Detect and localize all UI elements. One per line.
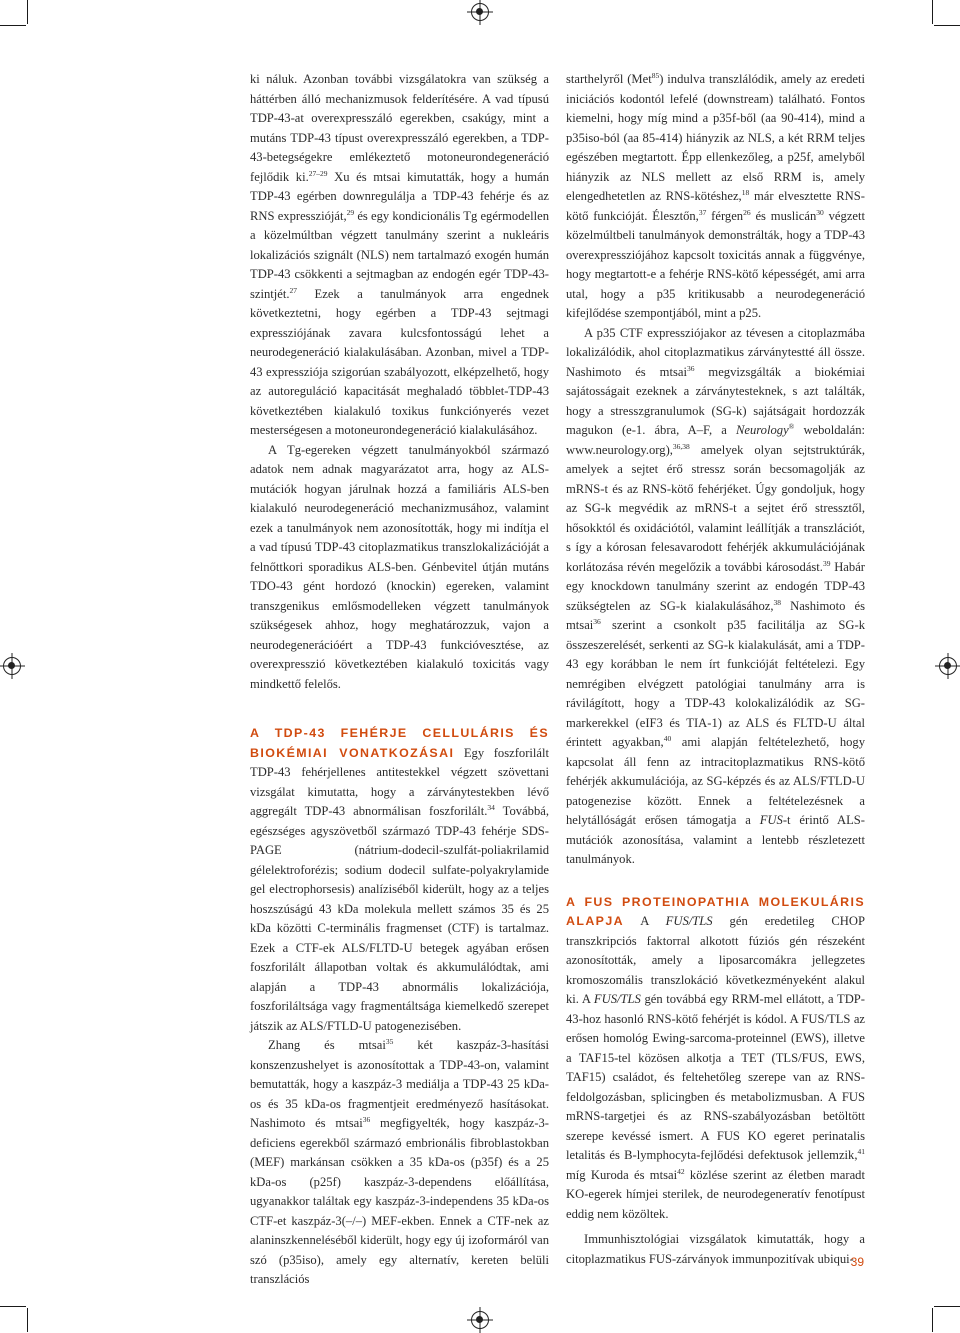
registration-mark-icon: [471, 3, 489, 21]
crop-mark: [27, 0, 28, 24]
registered-mark: ®: [788, 422, 795, 431]
section-heading: A TDP-43 FEHÉRJE CELLULÁRIS ÉS BIOKÉMIAI VONATKOZÁSAI: [250, 726, 549, 760]
reference: 34: [487, 803, 495, 812]
section-paragraph: A TDP-43 FEHÉRJE CELLULÁRIS ÉS BIOKÉMIAI VONATKOZÁSAI Egy foszforilált TDP-43 fehérjellenes antitestekkel végzett szövettani vizsgálat kimutatta, hogy a zárványtestekben lévő aggregált TDP-43 abnormálisan foszforilált.$^{34}$ Továbbá, egészséges agyszövetből származó TDP-43 fehérje SDS-PAGE (nátrium-dodecil-szulfát-poliakrilamid gélelektroforézis; sodium dodecil sulfate-polyakrylamide gel electrophorsesis) analíziséből kiderült, hogy az a teljes hoszszúságú 43 kDa molekula mellett számos 35 és 25 kDa közötti C-terminális fragmenset (CTF) is tartalmaz. Ezek a CTF-ek ALS/FLTD-U betegek agyában erősen foszforilált állapotban voltak és akkumulálódtak, ami alapján a TDP-43 abnormális lokalizációja, foszforiláltsága vagy fragmentáltsága kiemelkedő szerepet játszik az ALS/FTLD-U patogenezisében.: [250, 726, 549, 1033]
crop-mark: [932, 0, 933, 24]
paragraph: Immunhisztológiai vizsgálatok kimutatták, hogy a citoplazmatikus FUS-zárványok immunpozitívak ubiqui-: [566, 1232, 865, 1266]
reference: 18: [741, 188, 750, 197]
paragraph: A Tg-egereken végzett tanulmányokból származó adatok nem adnak magyarázatot arra, hogy az ALS-mutációk hogyan járulnak hozzá a familiáris ALS-ben kialakuló neurodegeneráció mechanizmusához, valamint ezek a tanulmányok nem azonosították, hogy mi indítja el a vad típusú TDP-43 citoplazmatikus transzlokalizációját a felnőttkori sporadikus ALS-ben. Génbevitel útján mutáns TDO-43 gént hordozó (knockin) egereken, valamint transzgenikus emlősmodelleken végzett tanulmányok szükségesek ahhoz, hogy meghatározzuk, vajon a neurodegenerációért a TDP-43 funkcióvesztése, az overexpresszió következtében kialakuló toxicitás vagy mindkettő felelős.: [250, 442, 549, 691]
reference: 36: [686, 363, 695, 373]
reference: 39: [822, 558, 831, 568]
reference: 27–29: [308, 168, 328, 178]
section-paragraph: A FUS PROTEINOPATHIA MOLEKULÁRIS ALAPJA A FUS/TLS gén eredetileg CHOP transzkripciós faktorral alkotott fúziós gén részeként azonosították, amely a liposarcomákra jellegzetes kromoszomális transzlokáció következményeként alakul ki. A FUS/TLS gén továbbá egy RRM-mel ellátott, a TDP-43-hoz hasonló RNS-kötő fehérjét is kódol. A FUS/TLS az erősen homológ Ewing-sarcoma-proteinnel (EWS), illetve a TAF15-tel közösen alkotja a TET (TLS/FUS, EWS, TAF15) családot, és feltehetőleg szerepe van az RNS-feldolgozásban, splicingben és metabolizmusban. A FUS mRNS-targetjei és az RNS-szabályozásban betöltött szerepe kevéssé ismert. A FUS KO egeret perinatalis letalitás és B-lymphocyta-fejlődési defektusok jellemzik,$^{41}$ míg Kuroda és mtsai$^{42}$ közlése szerint az életben maradt KO-egerek hímjei sterilek, de neurodegeneratív fenotípust eddig nem közöltek.: [566, 894, 865, 1221]
reference: 29: [346, 207, 355, 217]
crop-mark: [0, 25, 26, 26]
right-column: [566, 70, 865, 1269]
reference: 36,38: [672, 441, 690, 451]
reference: 85: [651, 71, 660, 80]
page-number: 39: [850, 1255, 864, 1269]
registration-mark-icon: [471, 1311, 489, 1329]
crop-mark: [934, 25, 960, 26]
journal-name: Neurology: [735, 423, 789, 437]
registration-mark-icon: [939, 657, 957, 675]
reference: 35: [385, 1037, 394, 1046]
reference: 40: [663, 734, 672, 743]
reference: 36: [362, 1115, 371, 1124]
gene-name: FUS/TLS: [665, 914, 713, 928]
paragraph: A p35 CTF expressziójakor az tévesen a citoplazmába lokalizálódik, ahol citoplazmatikus zárványtestté áll össze. Nashimoto és mtsai$^{36}$ megvizsgálták a biokémiai sajátosságait ezeknek a zárványtesteknek, s azt találták, hogy a stresszgranulumok (SG-k) sajátságait hordozzák magukon (e-1. ábra, A–F, a Neurology® weboldalán: www.neurology.org),$^{36,38}$ amelyek olyan sejtstruktúrák, amelyek a sejtet érő stressz során becsomagolják az mRNS-t és az RNS-kötő fehérjéket. Úgy gondoljuk, hogy az SG-k megvédik az mRNS-t a sejtet érő stressztől, hősokktól és oxidációtól, valamint leállítják a transzlációt, s így a kórosan felesavarodott fehérjék akkumulációjának korlátozása révén megelőzik a további károsodást.$^{39}$ Habár egy knockdown tanulmány szerint az endogén TDP-43 szükségtelen az SG-k kialakulásához,$^{38}$ Nashimoto és mtsai$^{36}$ szerint a csonkolt p35 facilitálja az SG-k összeszerelését, serkenti az SG-k kialakulását, ami a TDP-43 egy korábban le nem írt funkcióját feltételezi. Egy nemrégiben elvégzett patológiai tanulmány arra is rávilágított, hogy a TDP-43 kolokalizálódik az SG-markerekkel (eIF3 és TIA-1) az ALS és FLTD-U által érintett agyakban,$^{40}$ ami alapján feltételezhető, hogy kapcsolat áll fenn az intracitoplazmatikus RNS-kötő fehérjék akkumulációja, az SG-képzés és az ALS/FTLD-U patogenezise között. Ennek a feltételezésnek a helytállóságát erősen támogatja a FUS-t érintő ALS-mutációk azonosítása, valamint a lentebb részletezett tanulmányok.: [566, 325, 866, 866]
reference: 27: [289, 285, 298, 295]
paragraph: ki náluk. Azonban további vizsgálatokra van szükség a háttérben álló mechanizmusok felderítésére. A vad típusú TDP-43-at overexpresszáló egerekben, csakúgy, mint a mutáns TDP-43 típust overexpresszáló egerekben, a TDP-43-betegségekre emlékeztető motoneurondegeneráció fejlődik ki.$^{27-29}$ Xu és mtsai kimutatták, hogy a humán TDP-43 egérben downregulálja a TDP-43 fehérje és az RNS expresszióját,$^{29}$ és egy kondicionális Tg egérmodellen a közelmúltban végzett tanulmány szerint a nukleáris lokalizációs szignált (NLS) nem tartalmazó exogén humán TDP-43 csökkenti a sejtmagban az endogén egér TDP-43-szintjét.$^{27}$ Ezek a tanulmányok arra engednek következtetni, hogy egérben a TDP-43 sejtmagi expressziójának zavara kulcsfontosságú lehet a neurodegeneráció kialakulásában. Azonban, mivel a TDP-43 expressziója szigorúan szabályozott, elképzelhető, hogy az autoreguláció kapacitását meghaladó többlet-TDP-43 következtében kialakuló toxikus funkciónyerés vezet mesterségesen a motoneurondegeneráció kialakulásához.: [250, 72, 549, 437]
paragraph: starthelyről (Met$^{85}$) indulva transzlálódik, amely az eredeti iniciációs kodontól lefelé (downstream) található. Fontos kiemelni, hogy míg mind a p35f-ből (aa 90-414), mind a p35iso-ból (aa 85-414) hiányzik az NLS, a két RRM teljes egészében megtartott. Épp ellenkezőleg, a p25f, amelyből hiányzik az NLS mellett az első RRM is, amely elengedhetetlen az RNS-kötéshez,$^{18}$ már elvesztette RNS-kötő funkcióját. Élesztőn,$^{37}$ férgen$^{26}$ és muslicán$^{30}$ végzett közelmúltbeli tanulmányok demonstrálták, hogy a TDP-43 overexpressziójához kapcsolt toxicitás annak a függvénye, hogy megtartott-e a fehérje RNS-kötő képességét, ami arra utal, hogy a p35 kritikusabb a neurodegeneráció kifejlődése szempontjából, mint a p25.: [566, 71, 865, 320]
crop-mark: [0, 1306, 26, 1307]
gene-name: FUS: [759, 813, 783, 827]
reference: 30: [816, 207, 824, 217]
left-column: [250, 70, 549, 1290]
paragraph: Zhang és mtsai$^{35}$ két kaszpáz-3-hasítási konszenzushelyet is azonosítottak a TDP-43-on, valamint bemutatták, hogy a kaszpáz-3 mediálja a TDP-43 25 kDa-os és 35 kDa-os fragmentjeit eredményező hasításokat. Nashimoto és mtsai$^{36}$ megfigyelték, hogy kaszpáz-3-deficiens egerekből származó embrionális fibroblastokban (MEF) markánsan csökken a 35 kDa-os (p35f) és a 25 kDa-os (p25f) kaszpáz-3-dependens előállítása, ugyanakkor találtak egy kaszpáz-3-independens 35 kDa-os CTF-et kaszpáz-3(–/–) MEF-ekben. Ennek a CTF-nek az alaninszkenneléséből kiderült, hogy egy új izoformáról van szó (p35iso), amely egy alternatív, kereten belüli transzlációs: [250, 1037, 550, 1286]
crop-mark: [934, 1306, 960, 1307]
reference: 36: [593, 617, 601, 626]
reference: 38: [773, 597, 781, 607]
crop-mark: [27, 1308, 28, 1332]
gene-name: FUS/TLS: [593, 992, 641, 1006]
reference: 26: [743, 207, 751, 217]
reference: 41: [857, 1147, 865, 1156]
reference: 37: [698, 207, 707, 217]
registration-mark-icon: [3, 657, 21, 675]
reference: 42: [677, 1166, 685, 1176]
crop-mark: [932, 1308, 933, 1332]
section-heading: A FUS PROTEINOPATHIA MOLEKULÁRIS ALAPJA: [566, 894, 865, 928]
